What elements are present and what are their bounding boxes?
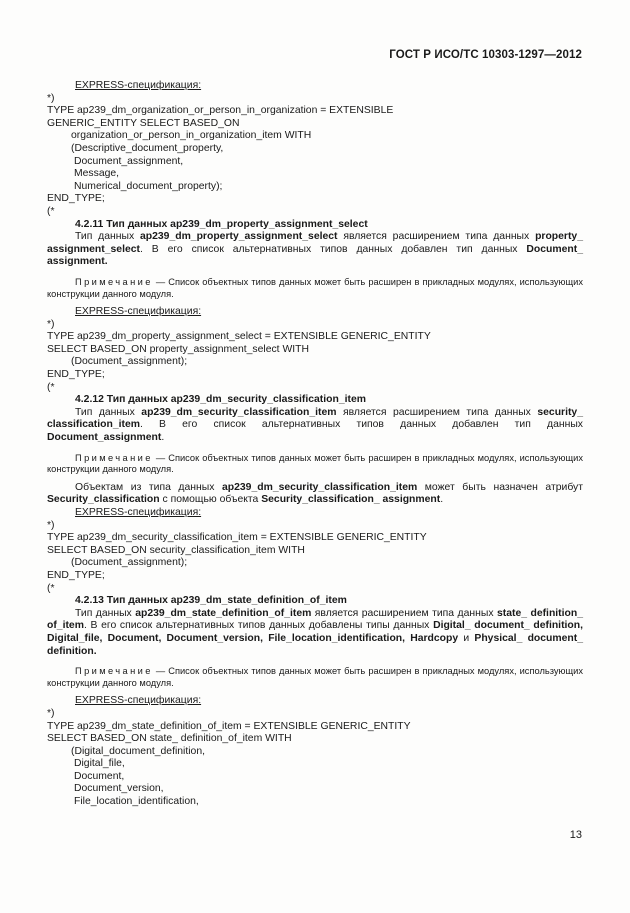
code-line: END_TYPE; bbox=[47, 193, 105, 205]
code-line: *) bbox=[47, 519, 55, 531]
code-line: GENERIC_ENTITY SELECT BASED_ON bbox=[47, 117, 240, 129]
express-label: EXPRESS-спецификация: bbox=[75, 695, 202, 707]
code-line: File_location_identification, bbox=[74, 796, 199, 808]
document-body bbox=[47, 80, 583, 809]
express-label: EXPRESS-спецификация: bbox=[75, 306, 202, 318]
note: Примечание — Список объектных типов данных может быть расширен в прикладных модулях, использующих конструкции данного модуля. bbox=[47, 666, 583, 688]
note: Примечание — Список объектных типов данных может быть расширен в прикладных модулях, использующих конструкции данного модуля. bbox=[47, 276, 583, 299]
code-line: *) bbox=[47, 707, 55, 719]
section-heading: 4.2.12 Тип данных ap239_dm_security_classification_item bbox=[75, 394, 366, 406]
page-number: 13 bbox=[569, 829, 582, 841]
code-line: SELECT BASED_ON security_classification_item WITH bbox=[47, 544, 305, 556]
express-label: EXPRESS-спецификация: bbox=[75, 80, 202, 91]
code-line: TYPE ap239_dm_property_assignment_select = EXTENSIBLE GENERIC_ENTITY bbox=[47, 331, 431, 343]
code-line: (* bbox=[47, 205, 55, 217]
paragraph: Тип данных ap239_dm_security_classification_item является расширением типа данных security_ classification_item. В его список альтернативных типов данных добавлен тип данных Document_assignment. bbox=[47, 406, 583, 444]
page-header: ГОСТ Р ИСО/ТС 10303-1297—2012 bbox=[389, 49, 582, 61]
code-line: Document, bbox=[74, 770, 125, 782]
code-line: *) bbox=[47, 92, 55, 104]
code-line: TYPE ap239_dm_state_definition_of_item = EXTENSIBLE GENERIC_ENTITY bbox=[47, 720, 411, 732]
code-line: (* bbox=[47, 381, 55, 393]
code-line: (* bbox=[47, 582, 55, 594]
code-line: SELECT BASED_ON state_ definition_of_item WITH bbox=[47, 733, 292, 745]
code-line: END_TYPE; bbox=[47, 569, 105, 581]
section-heading: 4.2.13 Тип данных ap239_dm_state_definition_of_item bbox=[75, 595, 347, 607]
code-line: SELECT BASED_ON property_assignment_select WITH bbox=[47, 343, 309, 355]
paragraph: Тип данных ap239_dm_state_definition_of_item является расширением типа данных state_ definition_ of_item. В его список альтернативных типов данных добавлены типы данных Digital_ document_ definition, Digital_file, Document, Document_version, File_location_identification, Hardcopy и Physical_ document_ definition. bbox=[47, 607, 584, 657]
code-line: Numerical_document_property); bbox=[74, 180, 223, 192]
code-line: (Document_assignment); bbox=[71, 557, 188, 569]
code-line: TYPE ap239_dm_security_classification_item = EXTENSIBLE GENERIC_ENTITY bbox=[47, 532, 427, 544]
express-label: EXPRESS-спецификация: bbox=[75, 507, 202, 518]
note: Примечание — Список объектных типов данных может быть расширен в прикладных модулях, использующих конструкции данного модуля. bbox=[47, 452, 583, 475]
code-line: (Digital_document_definition, bbox=[71, 745, 206, 757]
code-line: Document_version, bbox=[74, 783, 164, 795]
code-line: Message, bbox=[74, 168, 120, 180]
code-line: organization_or_person_in_organization_item WITH bbox=[71, 130, 312, 142]
code-line: END_TYPE; bbox=[47, 369, 105, 381]
paragraph: Объектам из типа данных ap239_dm_security_classification_item может быть назначен атрибут Security_classification с помощью объекта Security_classification_ assignment. bbox=[47, 481, 583, 506]
code-line: Digital_file, bbox=[74, 758, 125, 770]
code-line: (Descriptive_document_property, bbox=[71, 142, 224, 154]
section-heading: 4.2.11 Тип данных ap239_dm_property_assignment_select bbox=[75, 218, 368, 230]
code-line: Document_assignment, bbox=[74, 155, 184, 167]
code-line: TYPE ap239_dm_organization_or_person_in_organization = EXTENSIBLE bbox=[47, 105, 394, 117]
paragraph: Тип данных ap239_dm_property_assignment_select является расширением типа данных property_ assignment_select. В его список альтернативных типов данных добавлен тип данных Document_ assignment. bbox=[47, 231, 583, 268]
code-line: (Document_assignment); bbox=[71, 356, 188, 368]
code-line: *) bbox=[47, 318, 55, 330]
